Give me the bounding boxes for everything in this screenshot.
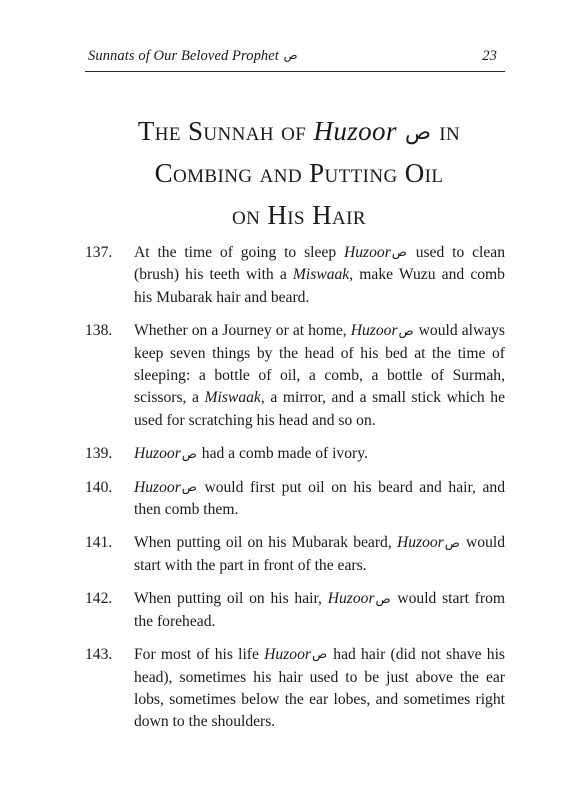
item-number: 138. <box>85 322 113 340</box>
item-text-run: would first put oil on his beard and hair, and then comb them. <box>134 478 505 519</box>
item-text-run: would always keep seven things by the head of his bed at the time of sleeping: a bottle of oil, a comb, a bottle of Surmah, scissors, a <box>134 322 506 407</box>
running-header <box>88 48 501 70</box>
item-text <box>134 443 505 465</box>
item-text <box>134 320 505 432</box>
item-text-run: For most of his life <box>134 646 265 664</box>
chapter-title-line-3: on His Hair <box>232 200 366 230</box>
honorific-glyph-icon: ص <box>181 480 197 495</box>
item-text-run: make Wuzu and comb his Mubarak hair and beard. <box>134 266 505 306</box>
header-rule <box>85 71 505 72</box>
item-text <box>134 532 505 577</box>
chapter-title-line-1 <box>90 110 508 152</box>
item-text <box>134 644 505 734</box>
item-number: 141. <box>85 534 113 552</box>
list-item <box>85 644 505 734</box>
item-text-run: a mirror, and a small stick which he used for scratching his head and so on. <box>134 389 506 429</box>
honorific-glyph-icon: ص <box>283 49 298 63</box>
honorific-glyph-icon: ص <box>181 446 197 461</box>
item-number: 143. <box>85 646 113 664</box>
chapter-title-part-1: The Sunnah of <box>137 116 307 146</box>
item-text-italic: Miswaak, <box>292 266 354 284</box>
item-text-italic: Huzoor <box>343 244 391 261</box>
chapter-title-line-2: Combing and Putting Oil <box>154 158 444 188</box>
item-text-italic: Huzoor <box>327 590 375 608</box>
item-text-italic: Huzoor <box>264 646 311 664</box>
item-number: 139. <box>85 445 113 463</box>
item-text-italic: Huzoor <box>396 534 444 552</box>
honorific-glyph-icon: ص <box>398 323 414 338</box>
item-text <box>134 242 505 309</box>
list-item <box>85 588 505 633</box>
item-text-run: had a comb made of ivory. <box>197 445 368 463</box>
item-text-run: had hair (did not shave his head), sometimes his hair used to be just above the ear lobs, sometimes below the ear lobes, and sometimes right down to the shoulders. <box>134 646 505 731</box>
list-item <box>85 443 505 465</box>
chapter-title-part-2: in <box>439 116 461 146</box>
item-text-run: Whether on a Journey or at home, <box>134 322 351 340</box>
list-item <box>85 242 505 309</box>
list-item <box>85 320 505 432</box>
chapter-title <box>90 110 508 236</box>
item-number: 142. <box>85 590 113 608</box>
sunnah-list <box>85 242 505 745</box>
item-text-run: When putting oil on his hair, <box>134 590 328 608</box>
item-number: 137. <box>85 244 113 261</box>
running-title <box>88 48 299 65</box>
list-item <box>85 477 505 522</box>
item-text-run: would start from the forehead. <box>134 590 505 630</box>
item-text-italic: Huzoor <box>134 445 181 463</box>
item-text-italic: Huzoor <box>350 322 398 340</box>
item-text-run: used to clean (brush) his teeth with a <box>134 244 505 284</box>
item-text-italic: Huzoor <box>134 478 181 496</box>
item-text-run: When putting oil on his Mubarak beard, <box>134 534 397 552</box>
item-text <box>134 477 505 522</box>
honorific-glyph-icon: ص <box>375 591 391 606</box>
list-item <box>85 532 505 577</box>
honorific-glyph-icon: ص <box>311 647 328 662</box>
chapter-title-name: Huzoor <box>313 116 397 146</box>
item-text-run: would start with the part in front of the ears. <box>134 534 506 574</box>
item-text-run: At the time of going to sleep <box>134 244 344 261</box>
item-text <box>134 588 505 633</box>
item-number: 140. <box>85 478 113 496</box>
page-number: 23 <box>482 48 497 64</box>
honorific-glyph-icon: ص <box>405 119 432 144</box>
honorific-glyph-icon: ص <box>444 535 460 550</box>
honorific-glyph-icon: ص <box>391 245 407 260</box>
item-text-italic: Miswaak, <box>204 389 265 407</box>
running-title-text: Sunnats of Our Beloved Prophet <box>88 48 279 64</box>
